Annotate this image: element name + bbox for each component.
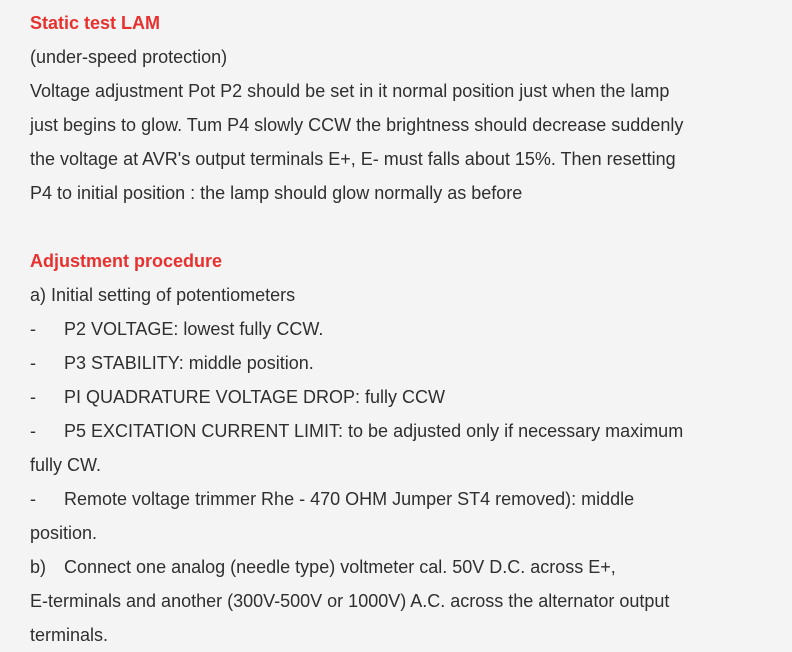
section-heading-adjustment: Adjustment procedure bbox=[30, 251, 223, 271]
list-item-text: P2 VOLTAGE: lowest fully CCW. bbox=[64, 319, 324, 339]
list-item-remote bbox=[30, 482, 792, 516]
list-item-p5 bbox=[30, 414, 792, 448]
paragraph-line: the voltage at AVR's output terminals E+, E- must falls about 15%. Then resetting bbox=[30, 149, 676, 169]
list-item-text: Remote voltage trimmer Rhe - 470 OHM Jumper ST4 removed): middle bbox=[64, 489, 635, 509]
step-a-text: a) Initial setting of potentiometers bbox=[30, 285, 296, 305]
bullet-dash: - bbox=[30, 421, 36, 441]
bullet-dash: - bbox=[30, 387, 36, 407]
step-b-continuation: terminals. bbox=[30, 625, 109, 645]
bullet-dash: - bbox=[30, 319, 36, 339]
paragraph-line: just begins to glow. Tum P4 slowly CCW the brightness should decrease suddenly bbox=[30, 115, 684, 135]
section-spacer bbox=[30, 210, 792, 244]
step-b-text: Connect one analog (needle type) voltmeter cal. 50V D.C. across E+, bbox=[64, 557, 616, 577]
list-item-text: P5 EXCITATION CURRENT LIMIT: to be adjusted only if necessary maximum bbox=[64, 421, 684, 441]
step-b-line bbox=[30, 550, 792, 584]
list-item-text: P3 STABILITY: middle position. bbox=[64, 353, 314, 373]
list-item-pi bbox=[30, 380, 792, 414]
paragraph-line: P4 to initial position : the lamp should glow normally as before bbox=[30, 183, 523, 203]
paragraph-line: Voltage adjustment Pot P2 should be set in it normal position just when the lamp bbox=[30, 81, 670, 101]
list-item-text: PI QUADRATURE VOLTAGE DROP: fully CCW bbox=[64, 387, 446, 407]
list-item-continuation: position. bbox=[30, 523, 98, 543]
list-item-p2 bbox=[30, 312, 792, 346]
section-heading-static-test: Static test LAM bbox=[30, 13, 161, 33]
list-item-continuation: fully CW. bbox=[30, 455, 102, 475]
paragraph-line: (under-speed protection) bbox=[30, 47, 228, 67]
step-b-continuation: E-terminals and another (300V-500V or 1000V) A.C. across the alternator output bbox=[30, 591, 670, 611]
bullet-dash: - bbox=[30, 489, 36, 509]
list-item-p3 bbox=[30, 346, 792, 380]
bullet-dash: - bbox=[30, 353, 36, 373]
step-b-marker: b) bbox=[30, 557, 47, 577]
